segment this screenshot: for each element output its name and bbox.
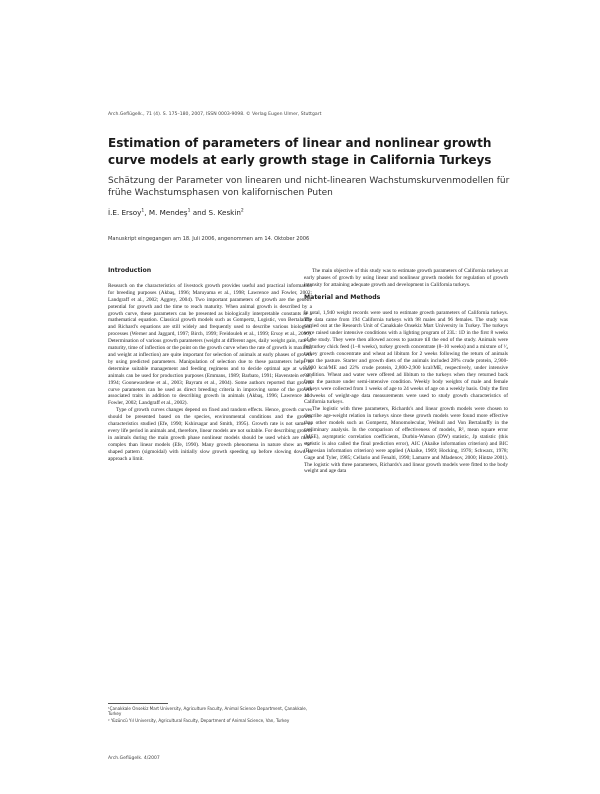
body-paragraph: The main objective of this study was to estimate growth parameters of California turkeys at early phases of growth by using linear and nonlinear growth models for regulation of growth intensity for attaining adequate growth and development in California turkeys. xyxy=(304,268,508,288)
author-name: M. Mendeş xyxy=(148,208,188,217)
author-list xyxy=(108,208,528,217)
author-affiliation-mark: 1 xyxy=(187,208,191,214)
body-paragraph: The logistic with three parameters, Richards's and linear growth models were chosen to describe age-weight relation in turkeys since these growth models were found more effective than other models such as Gompertz, Monomolecular, Weibull and Von Bertalanffy in the preliminary analysis. In the comparison of effectiveness of models, R², mean square error (MSE), asymptotic correlation coefficients, Durbin-Watson (DW) statistic, Jp statistic (this statistic is also called the final prediction error), AIC (Akaike information criterion) and BIC (Bayesian information criterion) were applied (Akaike, 1969; Hocking, 1976; Schwarz, 1978; Gage and Tyler, 1985; Cellario and Fenalti, 1990; Lamarre and Mladenov, 2000; Hintze 2001). The logistic with three parameters, Richards's and linear growth models were fitted to the body weight and age data xyxy=(304,406,508,475)
body-paragraph: Research on the characteristics of livestock growth provides useful and practical information for breeding purposes (Akbaş, 1996; Maruyama et al., 1998; Lawrence and Fowler, 2002; Landgraff et al., 2002; Aggrey, 2004). Two important parameters of growth are the genetic potential for growth and the time to reach maturity. When animal growth is described by a growth curve, these parameters can be presented as biologically interpretable constants in a mathematical equation. Classical growth models such as Gompertz, Logistic, von Bertalanffy and Richard's equations are still widely and frequently used to describe various biological processes (Werner and Jaggard, 1997; Birch, 1999; Freidouleh et al., 1999; Ersoy et al., 2006). Determination of various growth parameters (weight at different ages, daily weight gain, rate of maturity, time of inflection or the point on the growth curve when the rate of growth is maximal and weight at inflection) are quite important for selection of animals at early phases of growth by using predicted parameters. Manipulation of selection due to these parameters helps to determine suitable management and feeding regimens and to decide optimal age at which animals can be used for production purposes (Emmans, 1989; Barbato, 1991; Havenstein et al., 1994; Goonewardene et al., 2003; Bayram et al., 2004). Some authors reported that growth curve parameters can be used as direct breeding criteria in improving some of the growth associated traits in addition to describing growth in animals (Akbaş, 1996; Lawrence and Fowler, 2002; Landgraff et al., 2002). xyxy=(108,282,312,407)
footnote: ² Yüzüncü Yıl University, Agricultural Faculty, Department of Animal Science, Van, Turkey xyxy=(108,717,290,723)
author-name: S. Keskin xyxy=(208,208,241,217)
manuscript-dates: Manuskript eingegangen am 18. Juli 2006, angenommen am 14. Oktober 2006 xyxy=(108,236,310,242)
author-separator: , xyxy=(144,208,149,217)
journal-citation-line: Arch.Geflügelk., 71 (4). S. 175–180, 2007, ISSN 0003-9098. © Verlag Eugen Ulmer, Stuttgart xyxy=(108,112,322,117)
author-name: İ.E. Ersoy xyxy=(108,208,142,217)
author-separator: and xyxy=(190,208,209,217)
left-column xyxy=(108,268,312,462)
section-heading-methods: Material and Methods xyxy=(304,293,381,301)
section-heading-introduction: Introduction xyxy=(108,267,152,274)
author-affiliation-mark: 2 xyxy=(240,208,244,214)
body-paragraph: Type of growth curves changes depend on fixed and random effects. Hence, growth curves should be presented based on the species, environmental conditions and the growth characteristics studied (Efe, 1990; Kshirsagar and Smith, 1995). Growth rate is not same in every life period in animals and, therefore, linear models are not suitable. For describing growth in animals during the main growth phase nonlinear models should be used which are more complex than linear models (Efe, 1990). Many growth phenomena in nature show an “S” shaped pattern (sigmoidal) with initially slow growth speeding up before slowing down to approach a limit. xyxy=(108,407,312,462)
right-column xyxy=(304,268,508,475)
page-footer: Arch.Geflügelk. 4/2007 xyxy=(108,756,160,761)
body-paragraph: In total, 1,940 weight records were used to estimate growth parameters of California turkeys. The data came from 194 California turkeys with 98 males and 96 females. The study was carried out at the Research Unit of Canakkale Onsekiz Mart University in Turkey. The turkeys were raised under intensive conditions with a lighting program of 23L: 1D in the first 8 weeks of the study. They were then allowed access to pasture till the end of the study. Animals were fed turkey chick feed (1–8 weeks), turkey growth concentrate (8–10 weeks) and a mixture of ¹⁄₄ turkey growth concentrate and wheat ad libitum for 2 weeks following the return of animals from the pasture. Starter and growth diets of the animals included 28% crude protein, 2,900-3,000 kcal/ME and 22% crude protein, 2,800-2,900 kcal/ME, respectively, under intensive condition. Wheat and water were offered ad libitum to the turkeys when they returned back from the pasture under semi-intensive condition. Weekly body weights of male and female turkeys were collected from 1 weeks of age to 24 weeks of age on a weekly basis. Only the first 10 weeks of weight-age data measurements were used to study growth characteristics of California turkeys. xyxy=(304,309,508,406)
article-title-english: Estimation of parameters of linear and nonlinear growth curve models at early growth stage in California Turkeys xyxy=(108,136,492,167)
affiliation-footnotes xyxy=(108,706,308,724)
article-title-german: Schätzung der Parameter von linearen und nicht-linearen Wachstumskurvenmodellen für frühe Wachstumsphasen von kalifornischen Puten xyxy=(108,176,510,198)
footnote: ¹Çanakkale Onsekiz Mart University, Agriculture Faculty, Animal Science Department, Çanakkale, Turkey xyxy=(108,706,308,717)
footnote-divider xyxy=(108,703,168,704)
author-affiliation-mark: 1 xyxy=(141,208,145,214)
